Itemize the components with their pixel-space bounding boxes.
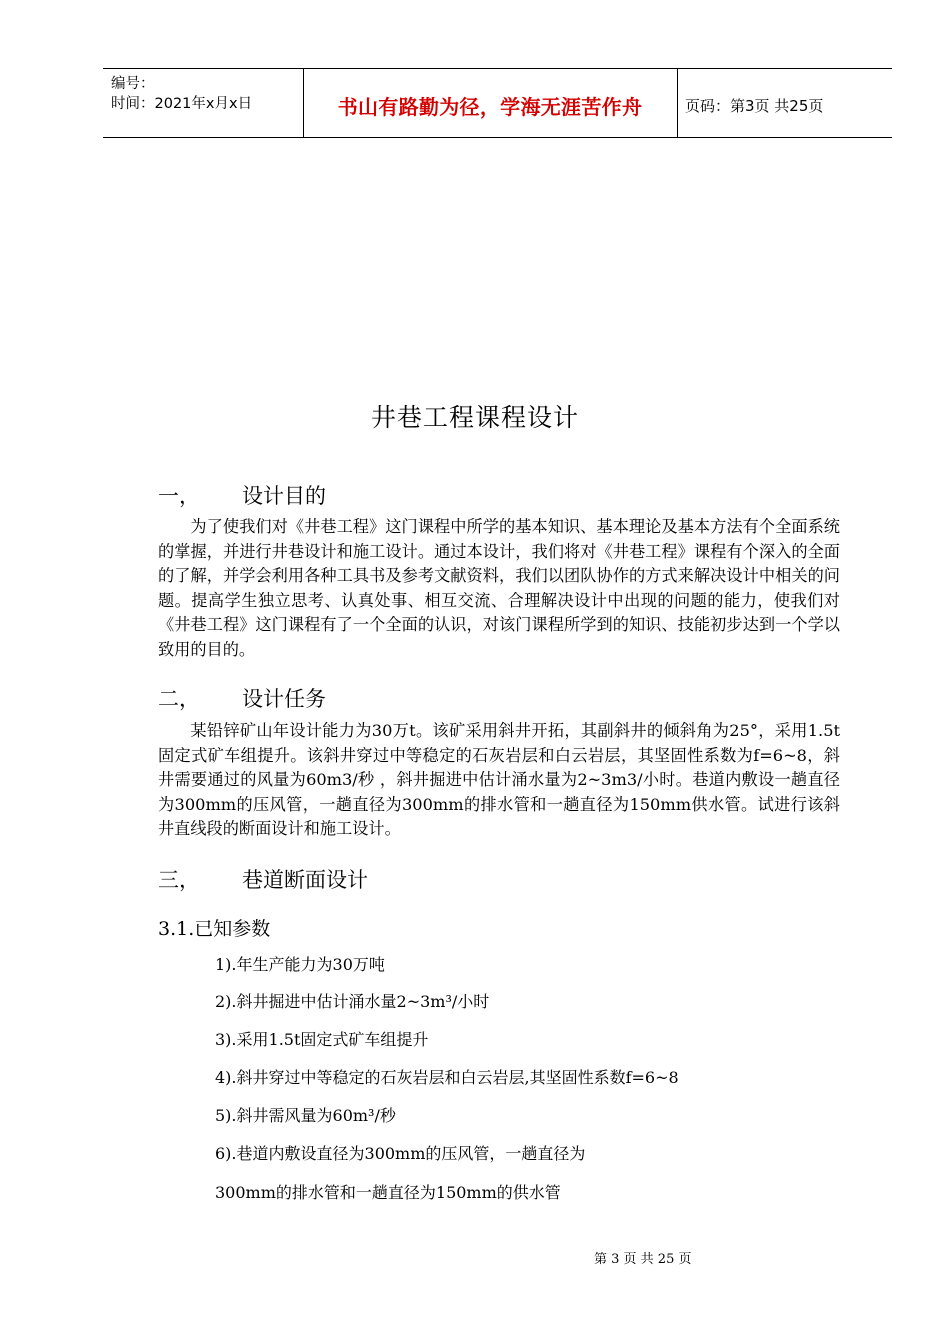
section-heading-3: [158, 864, 368, 894]
param-item: 300mm的排水管和一趟直径为150mm的供水管: [215, 1183, 561, 1202]
section-paragraph-2: 某铅锌矿山年设计能力为30万t。该矿采用斜井开拓，其副斜井的倾斜角为25°，采用1.5t固定式矿车组提升。该斜井穿过中等稳定的石灰岩层和白云岩层，其坚固性系数为f=6~8，斜井需要通过的风量为60m3/秒 ，斜井掘进中估计涌水量为2~3m3/小时。巷道内敷设一趟直径为300mm的压风管，一趟直径为300mm的排水管和一趟直径为150mm供水管。试进行该斜井直线段的断面设计和施工设计。: [158, 721, 840, 838]
section-number: 二，: [158, 687, 200, 711]
header-info-cell: [103, 69, 304, 137]
section-number: 一，: [158, 484, 200, 508]
param-item: 1).年生产能力为30万吨: [215, 955, 385, 974]
header-motto-cell: [303, 69, 678, 137]
time-label: 时间：2021年x月x日: [111, 96, 253, 112]
page-header: [103, 68, 892, 138]
document-title: 井巷工程课程设计: [370, 403, 579, 432]
motto-text: 书山有路勤为径，学海无涯苦作舟: [337, 94, 643, 119]
section-paragraph-1: 为了使我们对《井巷工程》这门课程中所学的基本知识、基本理论及基本方法有个全面系统的掌握，并进行井巷设计和施工设计。通过本设计，我们将对《井巷工程》课程有个深入的全面的了解，并学会利用各种工具书及参考文献资料，我们以团队协作的方式来解决设计中相关的问题。提高学生独立思考、认真处事、相互交流、合理解决设计中出现的问题的能力，使我们对《井巷工程》这门课程有了一个全面的认识，对该门课程所学到的知识、技能初步达到一个学以致用的目的。: [158, 517, 840, 659]
number-label: 编号：: [111, 76, 155, 92]
param-item: 3).采用1.5t固定式矿车组提升: [215, 1030, 429, 1049]
section-title: 设计目的: [242, 484, 326, 508]
param-item: 2).斜井掘进中估计涌水量2~3m³/小时: [215, 992, 490, 1011]
param-item: 6).巷道内敷设直径为300mm的压风管，一趟直径为: [215, 1144, 586, 1163]
subsection-title: 3.1.已知参数: [158, 918, 271, 940]
section-heading-2: [158, 683, 326, 713]
section-title: 设计任务: [242, 687, 326, 711]
param-item: 5).斜井需风量为60m³/秒: [215, 1106, 396, 1125]
param-item: 4).斜井穿过中等稳定的石灰岩层和白云岩层,其坚固性系数f=6~8: [215, 1068, 679, 1087]
page-code: 页码：第3页 共25页: [685, 96, 824, 115]
section-number: 三，: [158, 868, 200, 892]
header-page-cell: [677, 69, 892, 137]
section-title: 巷道断面设计: [242, 868, 368, 892]
footer-page-number: 第 3 页 共 25 页: [594, 1252, 692, 1267]
section-heading-1: [158, 480, 326, 510]
